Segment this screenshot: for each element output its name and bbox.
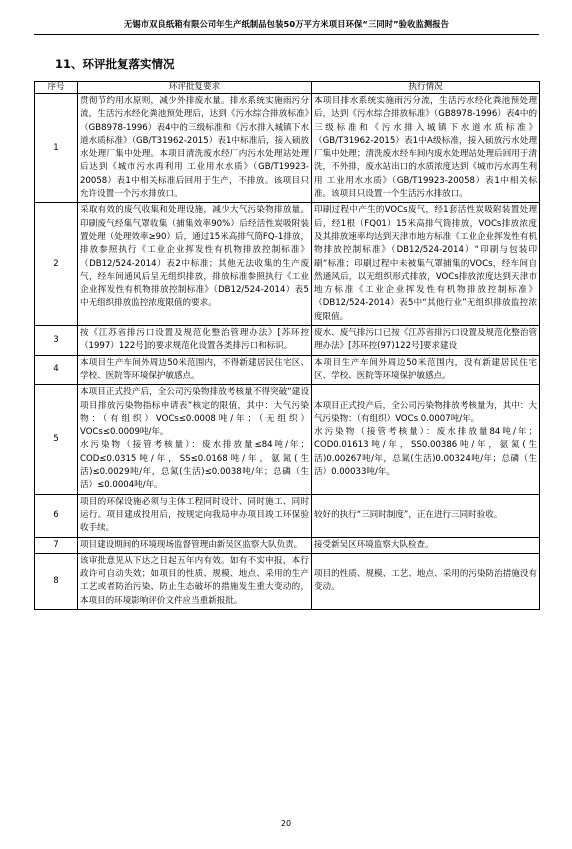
- execution-cell: 项目的性质、规模、工艺、地点、采用的污染防治措施没有变动。: [312, 553, 540, 609]
- header-divider: [34, 34, 539, 35]
- table-row: [35, 385, 540, 494]
- report-header-title: 无锡市双良纸箱有限公司年生产纸制品包装50万平方米项目环保“三同时”验收监测报告: [123, 19, 450, 29]
- section-title: 11、环评批复落实情况: [55, 57, 175, 71]
- page-number: 20: [280, 819, 292, 828]
- table-row: [35, 203, 540, 326]
- row-number: 3: [35, 326, 78, 356]
- row-number: 6: [35, 494, 78, 537]
- column-header-execution: 执行情况: [312, 82, 540, 94]
- execution-cell: [312, 385, 540, 494]
- requirement-cell: 项目的环保设施必须与主体工程同时设计、同时施工、同时运行。项目建成投用后，按规定向我局申办项目竣工环保验收手续。: [78, 494, 312, 537]
- table-row: [35, 494, 540, 537]
- table-row: [35, 94, 540, 203]
- column-header-no: 序号: [35, 82, 78, 94]
- requirement-cell: 采取有效的废气收集和处理设施，减少大气污染物排放量。印刷废气经集气罩收集（捕集效率90%）后经活性炭吸附装置处理（处理效率≥90）后，通过15米高排气筒FQ-1排放，排放参照执行《工业企业挥发性有机物排放控制标准》（DB12/524-2014）表2中标准；其他无法收集的生产废气，经车间通风后呈无组织排放，排放标准参照执行《工业企业挥发性有机物排放控制标准》（DB12/524-2014）表5中无组织排放监控浓度限值的要求。: [78, 203, 312, 326]
- table-row: [35, 553, 540, 609]
- row-number: 5: [35, 385, 78, 494]
- execution-cell: 废水、废气排污口已按《江苏省排污口设置及规范化整治管理办法》[苏环控(97)122号]要求建设: [312, 326, 540, 356]
- row-number: 8: [35, 553, 78, 609]
- table-row: [35, 355, 540, 385]
- approval-implementation-table: [34, 81, 540, 610]
- row-number: 7: [35, 537, 78, 553]
- row-number: 4: [35, 355, 78, 385]
- requirement-cell: 按《江苏省排污口设置及规范化整治管理办法》[苏环控（1997）122号]的要求规范化设置各类排污口和标识。: [78, 326, 312, 356]
- row-number: 2: [35, 203, 78, 326]
- requirement-cell: 贯彻节约用水原则，减少外排废水量。排水系统实施雨污分流，生活污水经化粪池预处理后，达到《污水综合排放标准》（GB8978-1996）表4中的三级标准和《污水排入城镇下水道水质标准》（GB/T31962-2015）表1中标准后，接入硕放水处理厂集中处理。本项目清洗废水经厂内污水处理站处理后达到《城市污水再利用 工业用水水质》（GB/T19923-20058）表1中相关标准后回用于生产，不排放。该项目只允许设置一个污水排放口。: [78, 94, 312, 203]
- requirement-cell: 该审批意见从下达之日起五年内有效。如有不实申报，本行政许可自动失效；如项目的性质、规模、地点、采用的生产工艺或者防治污染、防止生态破坏的措施发生重大变动的，本项目的环境影响评价文件应当重新报批。: [78, 553, 312, 609]
- requirement-text: 本项目正式投产后，全公司污染物排放考核量不得突破“建设项目排放污染物指标申请表”核定的限值，其中：大气污染物：（有组织）VOCs≤0.0008吨/年；（无组织）VOCs≤0.0009吨/年。 水污染物（接管考核量）：废水排放量≤84吨/年；COD≤0.0315吨/年，SS≤0.0168吨/年，氨氮(生活)≤0.0029吨/年，总氮(生活)≤0.0038吨/年；总磷（生活）≤0.0004吨/年。: [80, 387, 309, 491]
- execution-cell: 本项目生产车间外周边50米范围内，没有新建居民住宅区、学校、医院等环境保护敏感点。: [312, 355, 540, 385]
- execution-cell: 印刷过程中产生的VOCs废气，经1套活性炭吸附装置处理后，经1根（FQ01）15米高排气筒排放，VOCs排放浓度及其排放速率均达到天津市地方标准《工业企业挥发性有机物排放控制标准》（DB12/524-2014）“印刷与包装印刷”标准；印刷过程中未被集气罩捕集的VOCs，经车间自然通风后，以无组织形式排放，VOCs排放浓度达到天津市地方标准《工业企业挥发性有机物排放控制标准》（DB12/524-2014）表5中“其他行业”无组织排放监控浓度限值。: [312, 203, 540, 326]
- execution-cell: 本项目排水系统实施雨污分流，生活污水经化粪池预处理后，达到《污水综合排放标准》（GB8978-1996）表4中的三级标准和《污水排入城镇下水道水质标准》（GB/T31962-2015）表1中A级标准，接入硕放污水处理厂集中处理；清洗废水经车间内废水处理站处理后回用于清洗，不外排，废水站出口的水质浓度达到《城市污水再生利用 工业用水水质》（GB/T19923-20058）表1中相关标准。该项目只设置一个生活污水排放口。: [312, 94, 540, 203]
- execution-cell: 接受新吴区环境监察大队检查。: [312, 537, 540, 553]
- table-header-row: [35, 82, 540, 94]
- table-row: [35, 537, 540, 553]
- column-header-requirement: 环评批复要求: [78, 82, 312, 94]
- row-number: 1: [35, 94, 78, 203]
- execution-cell: 较好的执行“三同时制度”，正在进行三同时验收。: [312, 494, 540, 537]
- execution-text: 本项目正式投产后，全公司污染物排放考核量为，其中：大气污染物：（有组织）VOCs 0.0007吨/年。 水污染物（接管考核量）：废水排放量84吨/年；COD0.01613吨/年，SS0.00386吨/年，氨氮(生活)0.00267吨/年，总氮(生活)0.00324吨/年；总磷（生活）0.00033吨/年。: [314, 400, 537, 478]
- table-row: [35, 326, 540, 356]
- requirement-cell: 项目建设期间的环境现场监督管理由新吴区监察大队负责。: [78, 537, 312, 553]
- requirement-cell: [78, 385, 312, 494]
- requirement-cell: 本项目生产车间外周边50米范围内，不得新建居民住宅区、学校、医院等环境保护敏感点。: [78, 355, 312, 385]
